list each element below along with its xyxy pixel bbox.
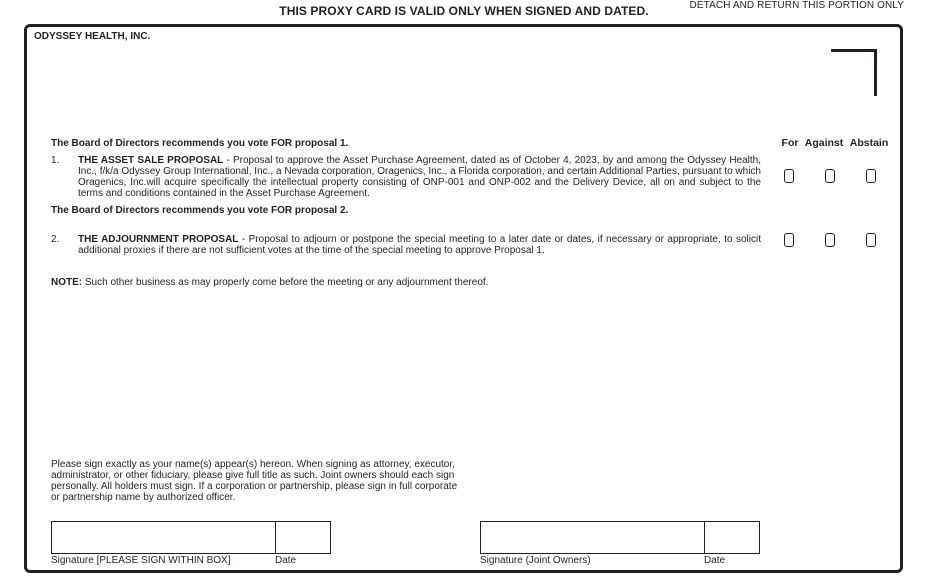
proposal-2-for-checkbox[interactable] — [784, 233, 794, 247]
proposal-1-text — [78, 155, 761, 199]
other-business-note — [51, 277, 488, 288]
proposal-2-against-checkbox[interactable] — [825, 233, 835, 247]
proposal-2-text — [78, 234, 761, 256]
column-header-for: For — [781, 137, 799, 149]
signature-box[interactable] — [51, 521, 276, 554]
proposal-1-title: THE ASSET SALE PROPOSAL — [78, 155, 224, 166]
board-recommendation-2: The Board of Directors recommends you vote FOR proposal 2. — [51, 205, 349, 216]
proposal-1-abstain-checkbox[interactable] — [866, 169, 876, 183]
detach-instruction: DETACH AND RETURN THIS PORTION ONLY — [689, 0, 904, 11]
corner-registration-mark — [831, 49, 877, 96]
card-validity-title: THIS PROXY CARD IS VALID ONLY WHEN SIGNED AND DATED. — [279, 4, 649, 18]
date-caption: Date — [275, 555, 297, 566]
signing-instructions: Please sign exactly as your name(s) appear(s) hereon. When signing as attorney, executor, administrator, or other fiduciary, please give full title as such. Joint owners should each sign personally. All holders must sign. If a corporation or partnership, please sign in full corporate or partnership name by authorized officer. — [51, 459, 458, 503]
proposal-1-body: - Proposal to approve the Asset Purchase Agreement, dated as of October 4, 2023, by and among the Odyssey Health, Inc., f/k/a Odyssey Group International, Inc., a Nevada corporation, Oragenics, Inc., a Florida corporation, and certain Additional Parties, pursuant to which Oragenics, Inc.will acquire specifically the intellectual property consisting of ONP-001 and ONP-002 and the Delivery Device, all on and subject to the terms and conditions contained in the Asset Purchase Agreement. — [78, 155, 762, 199]
note-label: NOTE: — [51, 277, 83, 288]
column-header-against: Against — [804, 137, 844, 149]
proposal-2-abstain-checkbox[interactable] — [866, 233, 876, 247]
board-recommendation-1: The Board of Directors recommends you vote FOR proposal 1. — [51, 138, 349, 149]
joint-signature-caption: Signature (Joint Owners) — [480, 555, 591, 566]
proposal-number-2: 2. — [51, 234, 60, 245]
proposal-1-against-checkbox[interactable] — [825, 169, 835, 183]
proposal-2-title: THE ADJOURNMENT PROPOSAL — [78, 234, 239, 245]
company-name: ODYSSEY HEALTH, INC. — [34, 31, 151, 42]
proposal-2-body: - Proposal to adjourn or postpone the special meeting to a later date or dates, if necessary or appropriate, to solicit additional proxies if there are not sufficient votes at the time of the special meeting to approve Proposal 1. — [78, 234, 761, 256]
note-text: Such other business as may properly come before the meeting or any adjournment thereof. — [82, 277, 489, 288]
joint-signature-box[interactable] — [480, 521, 705, 554]
signature-date-box[interactable] — [275, 521, 331, 554]
proposal-1-for-checkbox[interactable] — [784, 169, 794, 183]
signature-caption: Signature [PLEASE SIGN WITHIN BOX] — [51, 555, 231, 566]
joint-signature-date-box[interactable] — [704, 521, 760, 554]
proposal-number-1: 1. — [51, 155, 60, 166]
joint-date-caption: Date — [704, 555, 726, 566]
column-header-abstain: Abstain — [849, 137, 889, 149]
